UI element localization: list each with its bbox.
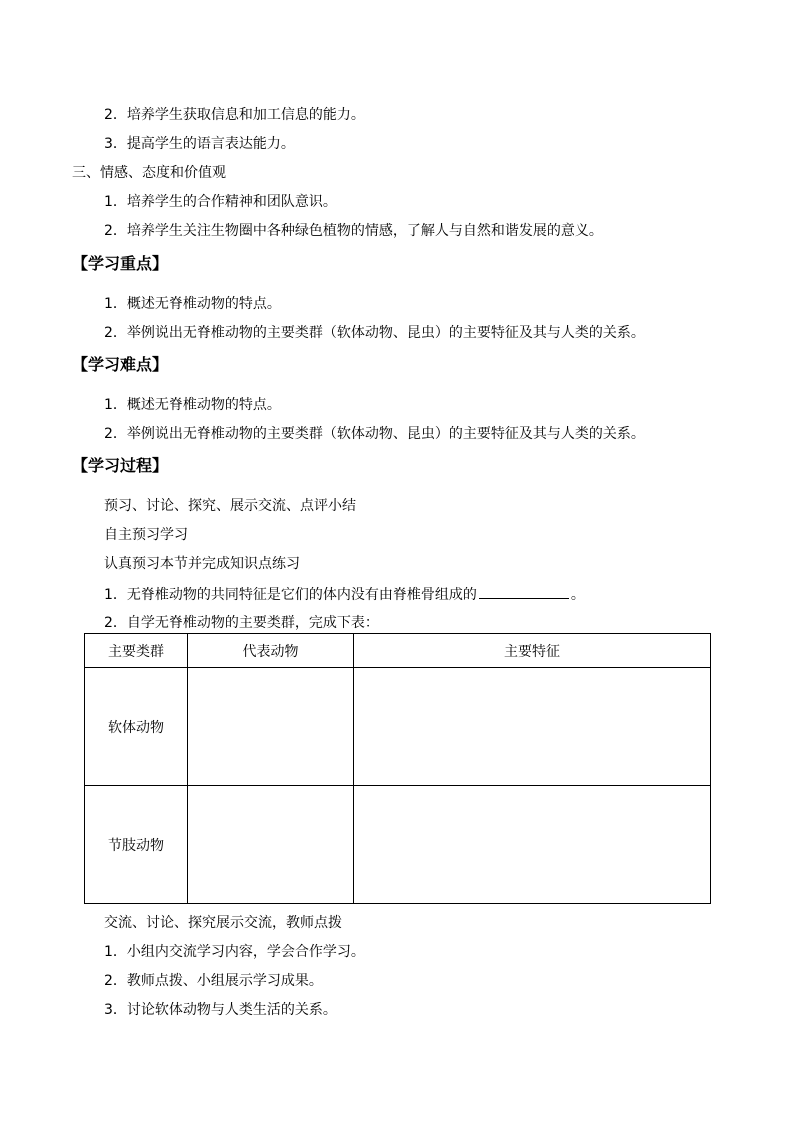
text-line: 1．概述无脊椎动物的特点。 [104,296,281,312]
cell-feature[interactable] [354,668,711,786]
text-line: 2．举例说出无脊椎动物的主要类群（软体动物、昆虫）的主要特征及其与人类的关系。 [104,426,645,442]
cell-animal[interactable] [188,668,354,786]
header-animal: 代表动物 [188,634,354,668]
heading-difficulties: 【学习难点】 [72,355,169,374]
question-line [104,584,585,605]
text-line: 2．培养学生关注生物圈中各种绿色植物的情感，了解人与自然和谐发展的意义。 [104,223,603,239]
classification-table [84,633,711,904]
cell-feature[interactable] [354,786,711,904]
section-title: 三、情感、态度和价值观 [72,165,226,181]
heading-process: 【学习过程】 [72,456,169,475]
table-row [85,668,711,786]
question-text: 1．无脊椎动物的共同特征是它们的体内没有由脊椎骨组成的 [104,587,477,603]
text-line: 3．提高学生的语言表达能力。 [104,136,295,152]
text-line: 2．培养学生获取信息和加工信息的能力。 [104,107,365,123]
table-header-row [85,634,711,668]
text-line: 交流、讨论、探究展示交流，教师点拨 [104,915,342,931]
text-line: 自主预习学习 [104,527,188,543]
table-row [85,786,711,904]
question-punct: 。 [570,587,585,603]
text-line: 3．讨论软体动物与人类生活的关系。 [104,1002,337,1018]
text-line: 认真预习本节并完成知识点练习 [104,556,300,572]
fill-blank[interactable] [479,584,569,599]
text-line: 1．概述无脊椎动物的特点。 [104,397,281,413]
cell-group: 软体动物 [85,668,188,786]
text-line: 2．教师点拨、小组展示学习成果。 [104,973,323,989]
cell-group: 节肢动物 [85,786,188,904]
header-group: 主要类群 [85,634,188,668]
cell-animal[interactable] [188,786,354,904]
text-line: 1．小组内交流学习内容，学会合作学习。 [104,944,365,960]
text-line: 1．培养学生的合作精神和团队意识。 [104,194,337,210]
heading-key-points: 【学习重点】 [72,254,169,273]
header-feature: 主要特征 [354,634,711,668]
text-line: 2．举例说出无脊椎动物的主要类群（软体动物、昆虫）的主要特征及其与人类的关系。 [104,325,645,341]
text-line: 预习、讨论、探究、展示交流、点评小结 [104,498,356,514]
text-line: 2．自学无脊椎动物的主要类群，完成下表： [104,615,379,631]
